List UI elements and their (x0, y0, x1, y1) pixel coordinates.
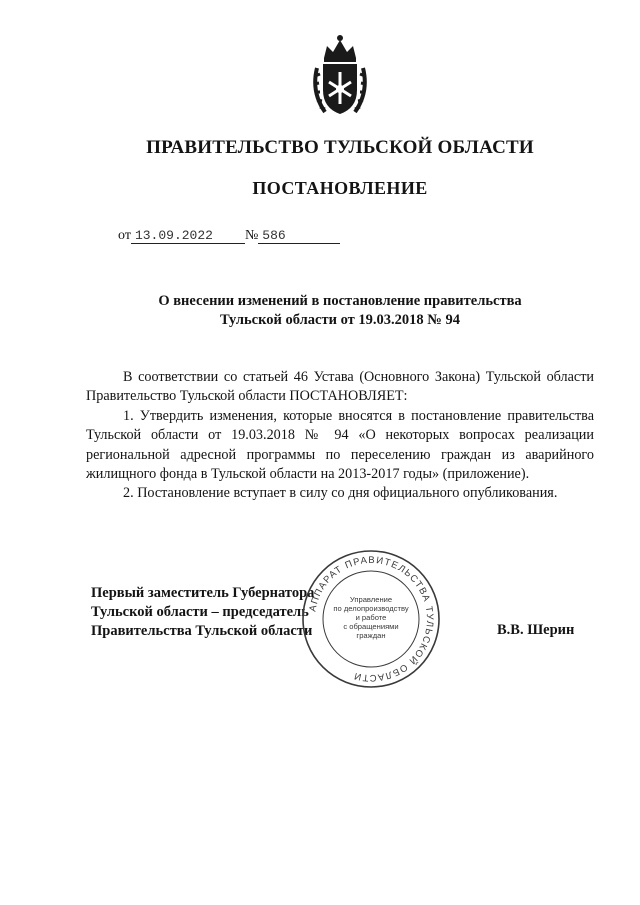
stamp-center-text: Управление по делопроизводству и работе с обращениями граждан (333, 595, 409, 640)
document-type: ПОСТАНОВЛЕНИЕ (252, 178, 428, 198)
signer-name: В.В. Шерин (497, 622, 575, 638)
signer-line-1: Первый заместитель Губернатора (91, 585, 315, 601)
signer-line-3: Правительства Тульской области (91, 623, 313, 639)
signer-line-2: Тульской области – председатель (91, 604, 309, 620)
document-body (86, 368, 594, 504)
document-date: 13.09.2022 (131, 228, 245, 244)
subject-line-1: О внесении изменений в постановление правительства (158, 293, 522, 309)
item-1-paragraph: 1. Утвердить изменения, которые вносятся в постановление правительства Тульской области от 19.03.2018 № 94 «О некоторых вопросах реализации региональной адресной программы по переселению граждан из аварийного жилищного фонда в Тульской области на 2013-2017 годы» (приложение). (86, 407, 594, 483)
signer-position (91, 584, 314, 641)
subject-line-2: Тульской области от 19.03.2018 № 94 (220, 312, 460, 328)
date-number-row (118, 228, 340, 244)
document-subject (0, 292, 640, 330)
government-title: ПРАВИТЕЛЬСТВО ТУЛЬСКОЙ ОБЛАСТИ (146, 137, 534, 158)
document-number: 586 (258, 228, 340, 244)
item-2-paragraph: 2. Постановление вступает в силу со дня официального опубликования. (123, 485, 558, 502)
preamble-paragraph: В соответствии со статьей 46 Устава (Основного Закона) Тульской области Правительство Тульской области ПОСТАНОВЛЯЕТ: (86, 369, 594, 405)
number-label: № (244, 228, 259, 243)
coat-of-arms-emblem (309, 32, 371, 118)
stamp-ring-text: АППАРАТ ПРАВИТЕЛЬСТВА ТУЛЬСКОЙ ОБЛАСТИ (307, 554, 436, 684)
date-label: от (118, 228, 131, 243)
